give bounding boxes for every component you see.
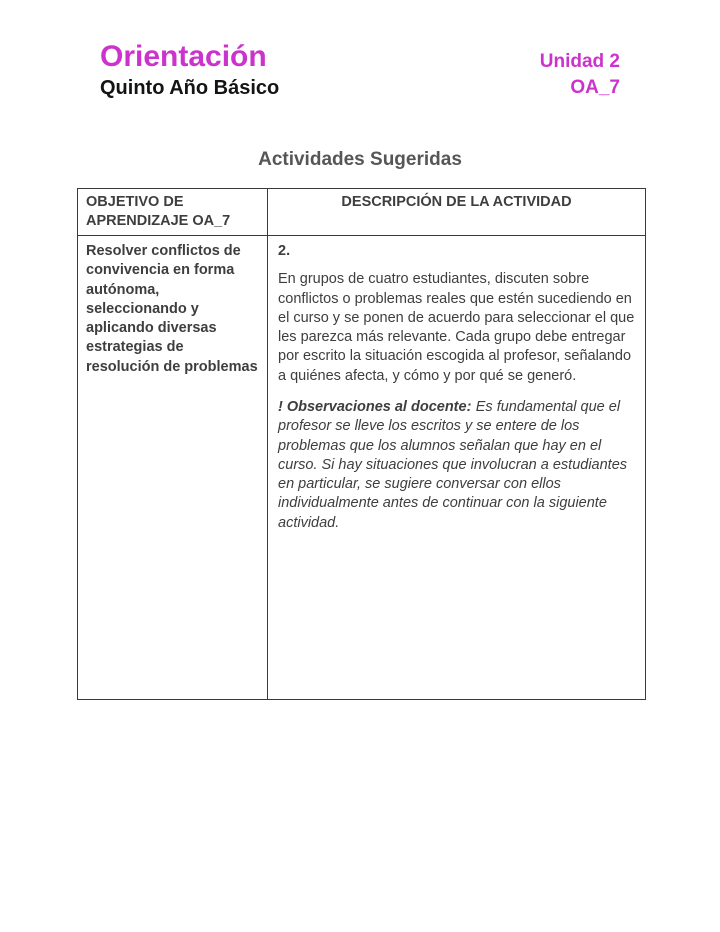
- activities-table: [77, 188, 646, 701]
- document-header: [0, 0, 720, 101]
- unit-label: Unidad 2: [539, 51, 620, 73]
- table-head: [78, 188, 646, 236]
- teacher-note-label: ! Observaciones al docente:: [278, 399, 472, 416]
- header-left: [100, 40, 279, 101]
- teacher-note: [278, 398, 635, 533]
- subject-title: Orientación: [100, 40, 267, 73]
- page-title: Actividades Sugeridas: [258, 148, 462, 170]
- header-right: [540, 49, 620, 100]
- table-body: [78, 236, 646, 700]
- column-header-objective: OBJETIVO DE APRENDIZAJE OA_7: [78, 188, 268, 236]
- activity-cell: [268, 236, 646, 700]
- activity-description: En grupos de cuatro estudiantes, discuten sobre conflictos o problemas reales que estén sucediendo en el curso y se ponen de acuerdo para seleccionar el que les parezca más relevante. Cada grupo debe entregar por escrito la situación escogida al profesor, señalando a quiénes afecta, y cómo y por qué se generó.: [278, 271, 635, 384]
- oa-code: OA_7: [570, 76, 620, 98]
- column-header-description: DESCRIPCIÓN DE LA ACTIVIDAD: [268, 188, 646, 236]
- table-header-row: [78, 188, 646, 236]
- activity-number: 2.: [278, 243, 291, 260]
- objective-cell: Resolver conflictos de convivencia en forma autónoma, seleccionando y aplicando diversas estrategias de resolución de problemas: [78, 236, 268, 700]
- course-level: Quinto Año Básico: [100, 76, 280, 99]
- teacher-note-text: Es fundamental que el profesor se lleve los escritos y se entere de los problemas que los alumnos señalan que hay en el curso. Si hay situaciones que involucran a estudiantes en particular, se sugiere conversar con ellos individualmente antes de continuar con la siguiente actividad.: [278, 399, 628, 531]
- table-row: [78, 236, 646, 700]
